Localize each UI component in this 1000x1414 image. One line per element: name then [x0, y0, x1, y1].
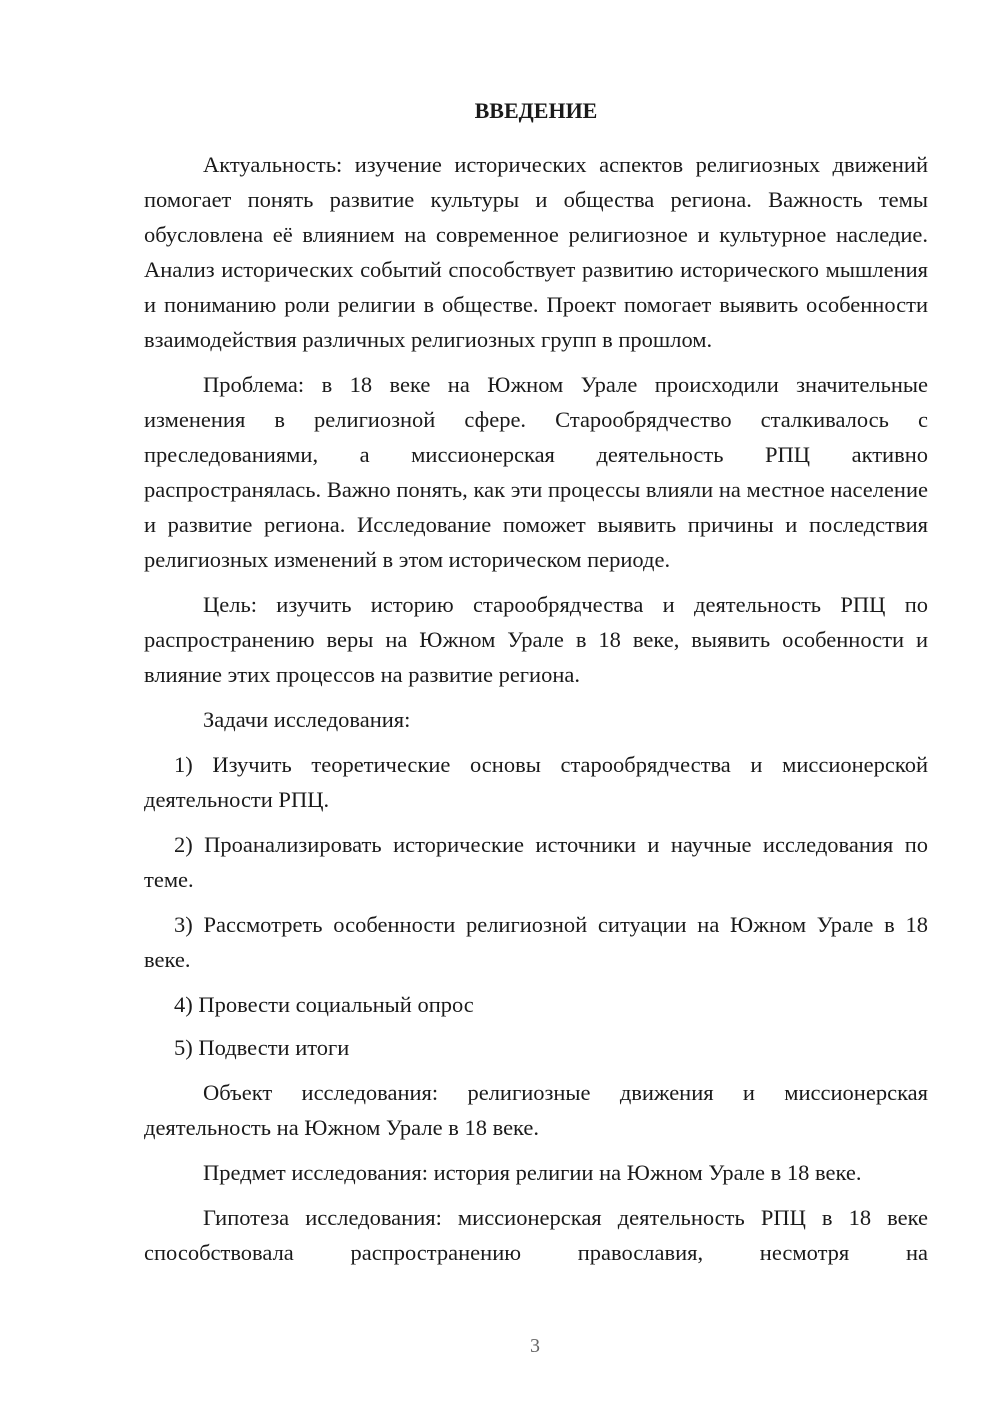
task-item-4: 4) Провести социальный опрос [174, 992, 474, 1017]
paragraph-goal: Цель: изучить историю старообрядчества и деятельность РПЦ по распространению веры на Южном Урале в 18 веке, выявить особенности и влияние этих процессов на развитие региона. [144, 592, 928, 687]
paragraph-problem: Проблема: в 18 веке на Южном Урале происходили значительные изменения в религиозной сфере. Старообрядчество сталкивалось с преследованиями, а миссионерская деятельность РПЦ активно распространялась. Важно понять, как эти процессы влияли на местное население и развитие региона. Исследование поможет выявить причины и последствия религиозных изменений в этом историческом периоде. [144, 372, 928, 572]
task-item-1: 1) Изучить теоретические основы старообрядчества и миссионерской деятельности РПЦ. [144, 752, 928, 812]
page-number: 3 [530, 1335, 540, 1357]
task-item-3: 3) Рассмотреть особенности религиозной ситуации на Южном Урале в 18 веке. [144, 912, 928, 972]
document-body [144, 94, 928, 1270]
paragraph-object: Объект исследования: религиозные движения и миссионерская деятельность на Южном Урале в 18 веке. [144, 1080, 928, 1140]
task-item-5: 5) Подвести итоги [174, 1035, 350, 1060]
task-item-2: 2) Проанализировать исторические источники и научные исследования по теме. [144, 832, 928, 892]
paragraph-hypothesis: Гипотеза исследования: миссионерская деятельность РПЦ в 18 веке способствовала распространению православия, несмотря на [144, 1205, 928, 1265]
tasks-heading: Задачи исследования: [203, 707, 411, 732]
section-title: ВВЕДЕНИЕ [474, 98, 598, 123]
paragraph-subject: Предмет исследования: история религии на Южном Урале в 18 веке. [203, 1160, 862, 1185]
paragraph-relevance: Актуальность: изучение исторических аспектов религиозных движений помогает понять развитие культуры и общества региона. Важность темы обусловлена её влиянием на современное религиозное и культурное наследие. Анализ исторических событий способствует развитию исторического мышления и пониманию роли религии в обществе. Проект помогает выявить особенности взаимодействия различных религиозных групп в прошлом. [144, 152, 928, 352]
